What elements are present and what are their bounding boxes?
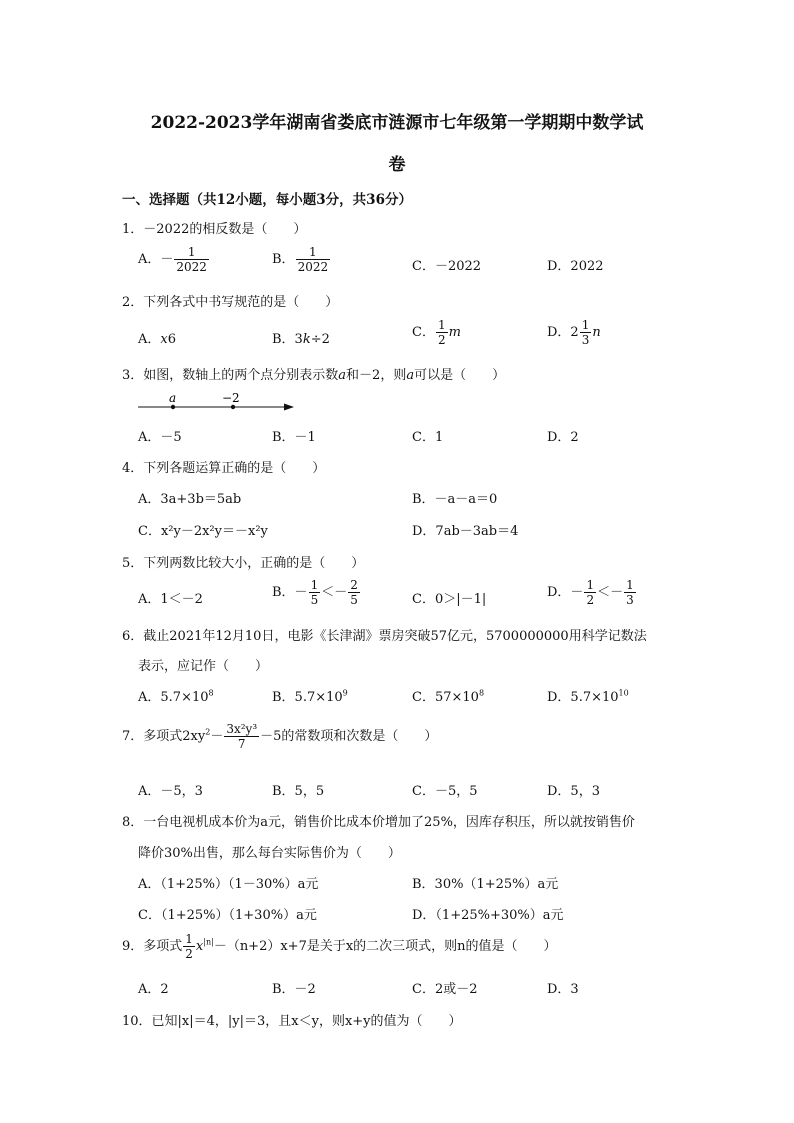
- q1-a-label: A．－: [138, 252, 174, 267]
- q2-option-b[interactable]: B．3k÷2: [272, 332, 330, 347]
- q3-option-b[interactable]: B．－1: [272, 430, 316, 445]
- q7-option-a[interactable]: A．－5，3: [138, 784, 203, 799]
- q2-stem: 2．下列各式中书写规范的是（ ）: [122, 295, 339, 310]
- q5-option-d[interactable]: D．－ $\frac{1}{2}$ ＜－ $\frac{1}{3}$: [547, 578, 634, 607]
- q3-option-d[interactable]: D．2: [547, 430, 579, 445]
- q1-stem: 1．－2022的相反数是（ ）: [122, 222, 307, 237]
- q8-stem-line1: 8．一台电视机成本价为a元，销售价比成本价增加了25%，因库存积压，所以就按销售价: [122, 815, 635, 830]
- q1-option-c[interactable]: C．－2022: [412, 259, 482, 274]
- q4-option-c[interactable]: C．x²y－2x²y＝－x²y: [138, 524, 268, 539]
- q1-a-fraction: $\frac{1}{2022}$: [176, 245, 207, 274]
- point-a: [171, 405, 175, 409]
- q4-option-d[interactable]: D．7ab－3ab＝4: [412, 524, 519, 539]
- q4-option-a[interactable]: A．3a+3b＝5ab: [138, 492, 242, 507]
- q10-stem: 10．已知|x|＝4，|y|＝3，且x＜y，则x+y的值为（ ）: [122, 1014, 462, 1029]
- q8-option-b[interactable]: B．30%（1+25%）a元: [412, 877, 559, 892]
- q8-option-a[interactable]: A．（1+25%）（1－30%）a元: [138, 877, 319, 892]
- q1-option-a[interactable]: [138, 246, 210, 273]
- q5-option-a[interactable]: A．1＜－2: [138, 592, 203, 607]
- q1-option-d[interactable]: D．2022: [547, 259, 604, 274]
- q2-option-a[interactable]: A．x6: [138, 332, 177, 347]
- q8-stem-line2: 降价30%出售，那么每台实际售价为（ ）: [138, 846, 401, 861]
- q8-option-d[interactable]: D．（1+25%+30%）a元: [412, 908, 564, 923]
- q3-stem: 3．如图，数轴上的两个点分别表示数a和－2，则a可以是（ ）: [122, 368, 506, 383]
- number-line-figure: [136, 390, 298, 416]
- point-a-label: a: [169, 391, 177, 405]
- q1-b-fraction: $\frac{1}{2022}$: [297, 245, 329, 274]
- q6-option-b[interactable]: B．$5.7\times 10^9$: [272, 688, 348, 705]
- q1-b-label: B．: [272, 252, 295, 267]
- q9-option-c[interactable]: C．2或－2: [412, 982, 478, 997]
- q5-stem: 5．下列两数比较大小，正确的是（ ）: [122, 556, 365, 571]
- q9-option-a[interactable]: A．2: [138, 982, 169, 997]
- q7-option-b[interactable]: B．5，5: [272, 784, 325, 799]
- point-minus-2-label: −2: [222, 391, 240, 405]
- q6-option-a[interactable]: A．$5.7\times 10^8$: [138, 688, 214, 705]
- q7-option-d[interactable]: D．5，3: [547, 784, 600, 799]
- q5-option-c[interactable]: C．0＞|－1|: [412, 592, 487, 607]
- q3-option-a[interactable]: A．－5: [138, 430, 182, 445]
- q7-stem: 7．多项式$2xy^2-$ $\frac{\text{3x²y³}}{7}$ －5的常数项和次数是（ ）: [122, 722, 438, 751]
- section-heading: 一、选择题（共12小题，每小题3分，共36分）: [122, 192, 412, 208]
- q6-option-c[interactable]: C．$57\times 10^8$: [412, 688, 485, 705]
- q3-option-c[interactable]: C．1: [412, 430, 444, 445]
- q9-fraction: $\frac{1}{2}$: [185, 932, 193, 961]
- q4-option-b[interactable]: B．－a－a＝0: [412, 492, 498, 507]
- q2-option-d[interactable]: D．2 $\frac{1}{3}$ n: [547, 318, 601, 347]
- q5-option-b[interactable]: B．－ $\frac{1}{5}$ ＜－ $\frac{2}{5}$: [272, 578, 358, 607]
- number-line-arrow: [284, 404, 294, 411]
- q9-stem: 9．多项式 $\frac{1}{2}$ $x^{|n|}-(n+2)x+7$是关于x的二次三项式，则n的值是（ ）: [122, 932, 557, 961]
- exam-title-continued: 卷: [388, 155, 406, 175]
- q6-stem-line1: 6．截止2021年12月10日，电影《长津湖》票房突破57亿元，5700000000用科学记数法: [122, 629, 647, 644]
- q9-option-d[interactable]: D．3: [547, 982, 579, 997]
- q7-option-c[interactable]: C．－5，5: [412, 784, 478, 799]
- exam-title: 2022-2023学年湖南省娄底市涟源市七年级第一学期期中数学试: [150, 113, 644, 133]
- q7-fraction: $\frac{\text{3x²y³}}{7}$: [226, 722, 258, 751]
- q8-option-c[interactable]: C．（1+25%）（1+30%）a元: [138, 908, 317, 923]
- q1-option-b[interactable]: [272, 246, 331, 273]
- point-minus-2: [231, 405, 235, 409]
- q6-option-d[interactable]: D．$5.7\times 10^{10}$: [547, 688, 629, 705]
- q2-option-c[interactable]: C． $\frac{1}{2}$ m: [412, 318, 461, 347]
- q4-stem: 4．下列各题运算正确的是（ ）: [122, 461, 326, 476]
- q6-stem-line2: 表示，应记作（ ）: [138, 659, 269, 674]
- q9-option-b[interactable]: B．－2: [272, 982, 316, 997]
